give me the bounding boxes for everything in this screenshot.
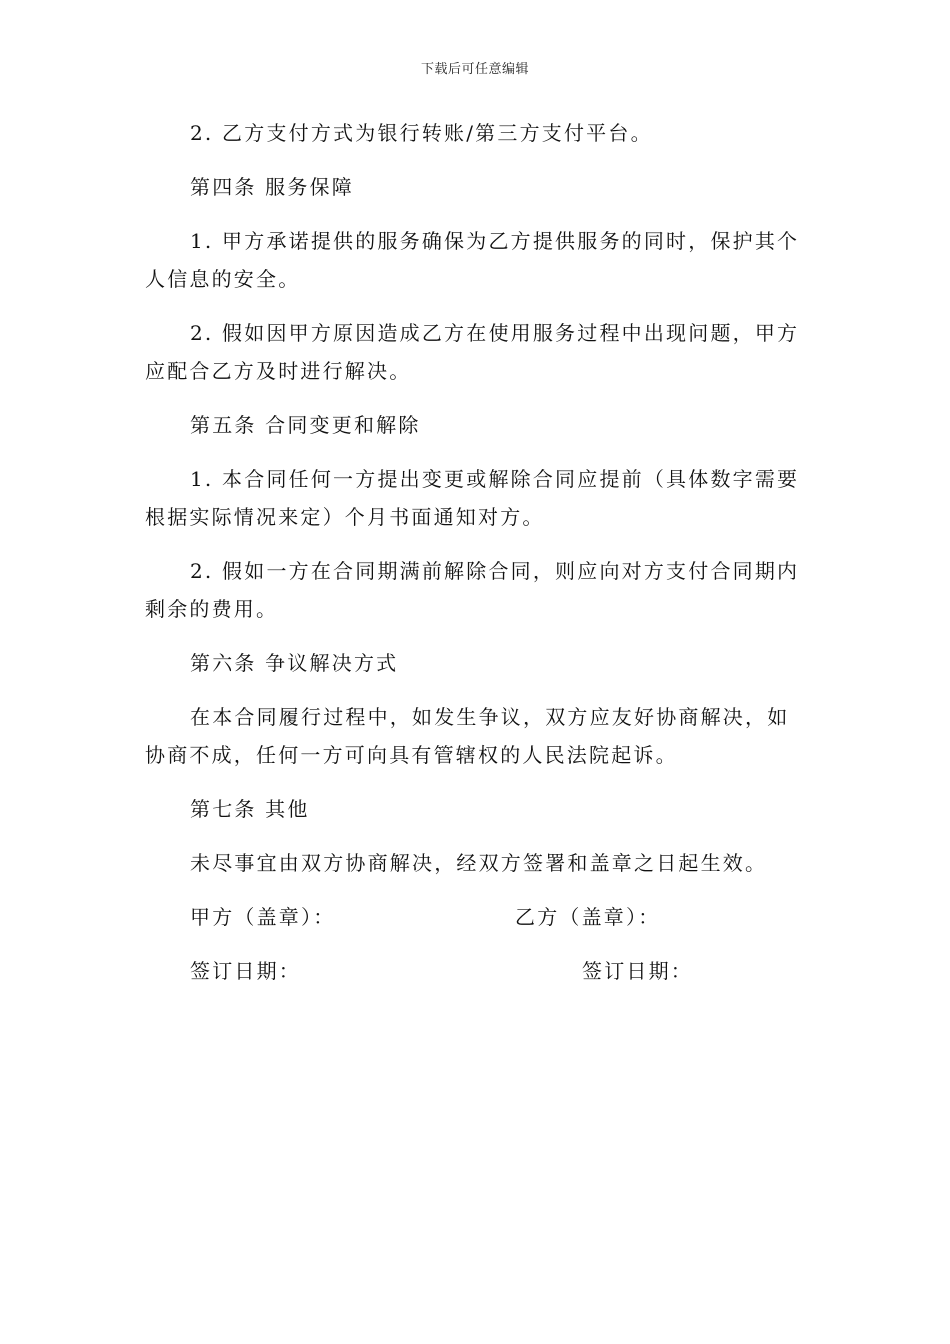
clause-3-item-2: 2. 乙方支付方式为银行转账/第三方支付平台。 <box>190 121 653 145</box>
article-6-heading: 第六条 争议解决方式 <box>190 651 399 675</box>
clause-4-item-2: 2. 假如因甲方原因造成乙方在使用服务过程中出现问题，甲方应配合乙方及时进行解决。 <box>145 321 800 383</box>
clause-7-text: 未尽事宜由双方协商解决，经双方签署和盖章之日起生效。 <box>190 851 768 875</box>
clause-6-text: 在本合同履行过程中，如发生争议，双方应友好协商解决，如协商不成，任何一方可向具有管辖权的人民法院起诉。 <box>145 705 790 767</box>
party-b-date-label: 签订日期： <box>582 959 693 983</box>
date-row <box>145 952 805 990</box>
seal-row <box>145 898 805 936</box>
party-a-date-label: 签订日期： <box>190 959 301 983</box>
article-4-heading: 第四条 服务保障 <box>190 175 354 199</box>
page-header: 下载后可任意编辑 <box>420 62 529 77</box>
article-7-heading: 第七条 其他 <box>190 797 310 821</box>
party-b-seal-label: 乙方（盖章）： <box>515 905 661 929</box>
party-a-seal-label: 甲方（盖章）： <box>190 905 336 929</box>
clause-5-item-2: 2. 假如一方在合同期满前解除合同，则应向对方支付合同期内剩余的费用。 <box>145 559 800 621</box>
clause-5-item-1: 1. 本合同任何一方提出变更或解除合同应提前（具体数字需要根据实际情况来定）个月书面通知对方。 <box>145 467 800 529</box>
document-body <box>145 114 805 1006</box>
article-5-heading: 第五条 合同变更和解除 <box>190 413 421 437</box>
clause-4-item-1: 1. 甲方承诺提供的服务确保为乙方提供服务的同时，保护其个人信息的安全。 <box>145 229 800 291</box>
